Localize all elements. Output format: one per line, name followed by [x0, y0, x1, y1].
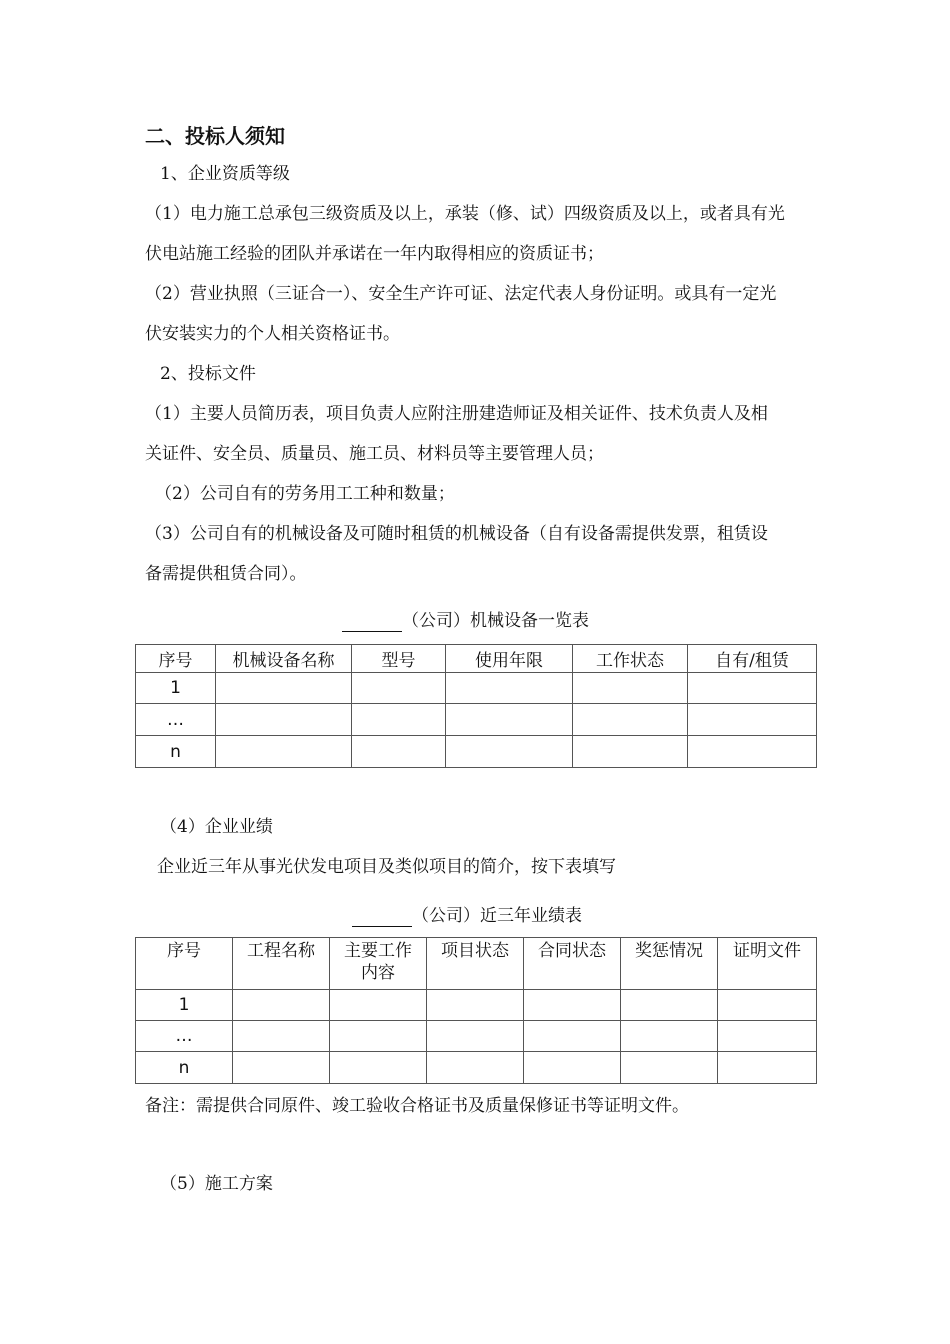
equipment-table — [135, 644, 817, 768]
table-cell — [621, 990, 718, 1021]
table-row — [136, 736, 817, 768]
table-cell — [573, 673, 688, 704]
table-cell — [718, 990, 817, 1021]
table-cell — [352, 736, 446, 768]
paragraph-1-line-1: （1）电力施工总承包三级资质及以上，承装（修、试）四级资质及以上，或者具有光 — [145, 204, 785, 224]
paragraph-6: （4）企业业绩 — [160, 817, 273, 837]
table-cell — [427, 990, 524, 1021]
table-cell — [524, 990, 621, 1021]
table-cell — [352, 673, 446, 704]
paragraph-7: 企业近三年从事光伏发电项目及类似项目的简介，按下表填写 — [157, 857, 616, 877]
paragraph-4: （2）公司自有的劳务用工工种和数量； — [155, 484, 455, 504]
row-number: … — [136, 704, 216, 736]
table-cell — [427, 1052, 524, 1084]
paragraph-8: （5）施工方案 — [160, 1174, 273, 1194]
table-row — [136, 1021, 817, 1052]
table-cell — [233, 1052, 330, 1084]
header-cell: 工作状态 — [573, 645, 688, 673]
table-note: 备注：需提供合同原件、竣工验收合格证书及质量保修证书等证明文件。 — [145, 1096, 689, 1116]
header-cell: 使用年限 — [446, 645, 573, 673]
table-cell — [621, 1052, 718, 1084]
header-cell: 机械设备名称 — [216, 645, 352, 673]
table-cell — [524, 1052, 621, 1084]
table1-caption-text: （公司）机械设备一览表 — [402, 611, 589, 631]
header-cell-line: 内容 — [361, 963, 395, 983]
header-cell — [330, 938, 427, 990]
header-cell: 证明文件 — [718, 938, 817, 990]
table-cell — [352, 704, 446, 736]
header-cell: 奖惩情况 — [621, 938, 718, 990]
subheading-qualification: 1、企业资质等级 — [160, 164, 290, 184]
header-cell: 工程名称 — [233, 938, 330, 990]
header-cell: 自有/租赁 — [688, 645, 817, 673]
table-header-row — [136, 645, 817, 673]
table1-caption — [342, 606, 589, 632]
table-cell — [524, 1021, 621, 1052]
header-cell: 序号 — [136, 645, 216, 673]
table-header-row — [136, 938, 817, 990]
table-row — [136, 704, 817, 736]
table-cell — [688, 704, 817, 736]
paragraph-5-line-2: 备需提供租赁合同）。 — [145, 564, 307, 584]
table-cell — [330, 990, 427, 1021]
header-cell: 序号 — [136, 938, 233, 990]
table-cell — [233, 1021, 330, 1052]
table-cell — [573, 736, 688, 768]
row-number: … — [136, 1021, 233, 1052]
table-cell — [573, 704, 688, 736]
table-cell — [330, 1052, 427, 1084]
paragraph-2-line-2: 伏安装实力的个人相关资格证书。 — [145, 324, 400, 344]
header-cell: 合同状态 — [524, 938, 621, 990]
table-cell — [446, 704, 573, 736]
header-cell-line: 主要工作 — [344, 941, 412, 961]
table-cell — [718, 1021, 817, 1052]
paragraph-2-line-1: （2）营业执照（三证合一）、安全生产许可证、法定代表人身份证明。或具有一定光 — [145, 284, 777, 304]
table-cell — [718, 1052, 817, 1084]
section-title: 二、投标人须知 — [145, 124, 285, 148]
row-number: n — [136, 1052, 233, 1084]
table-cell — [216, 704, 352, 736]
table-row — [136, 673, 817, 704]
paragraph-3-line-1: （1）主要人员简历表，项目负责人应附注册建造师证及相关证件、技术负责人及相 — [145, 404, 768, 424]
row-number: n — [136, 736, 216, 768]
table-cell — [621, 1021, 718, 1052]
row-number: 1 — [136, 990, 233, 1021]
table2-caption — [352, 901, 582, 927]
table-row — [136, 990, 817, 1021]
paragraph-3-line-2: 关证件、安全员、质量员、施工员、材料员等主要管理人员； — [145, 444, 604, 464]
row-number: 1 — [136, 673, 216, 704]
table-cell — [330, 1021, 427, 1052]
table-cell — [446, 736, 573, 768]
table-cell — [427, 1021, 524, 1052]
table-cell — [216, 736, 352, 768]
table-row — [136, 1052, 817, 1084]
header-cell: 型号 — [352, 645, 446, 673]
subheading-bid-documents: 2、投标文件 — [160, 364, 256, 384]
table-cell — [446, 673, 573, 704]
table-cell — [216, 673, 352, 704]
performance-table — [135, 937, 817, 1084]
paragraph-1-line-2: 伏电站施工经验的团队并承诺在一年内取得相应的资质证书； — [145, 244, 604, 264]
header-cell: 项目状态 — [427, 938, 524, 990]
company-name-blank — [342, 611, 402, 632]
paragraph-5-line-1: （3）公司自有的机械设备及可随时租赁的机械设备（自有设备需提供发票，租赁设 — [145, 524, 768, 544]
table-cell — [233, 990, 330, 1021]
table-cell — [688, 736, 817, 768]
table2-caption-text: （公司）近三年业绩表 — [412, 906, 582, 926]
company-name-blank — [352, 906, 412, 927]
table-cell — [688, 673, 817, 704]
